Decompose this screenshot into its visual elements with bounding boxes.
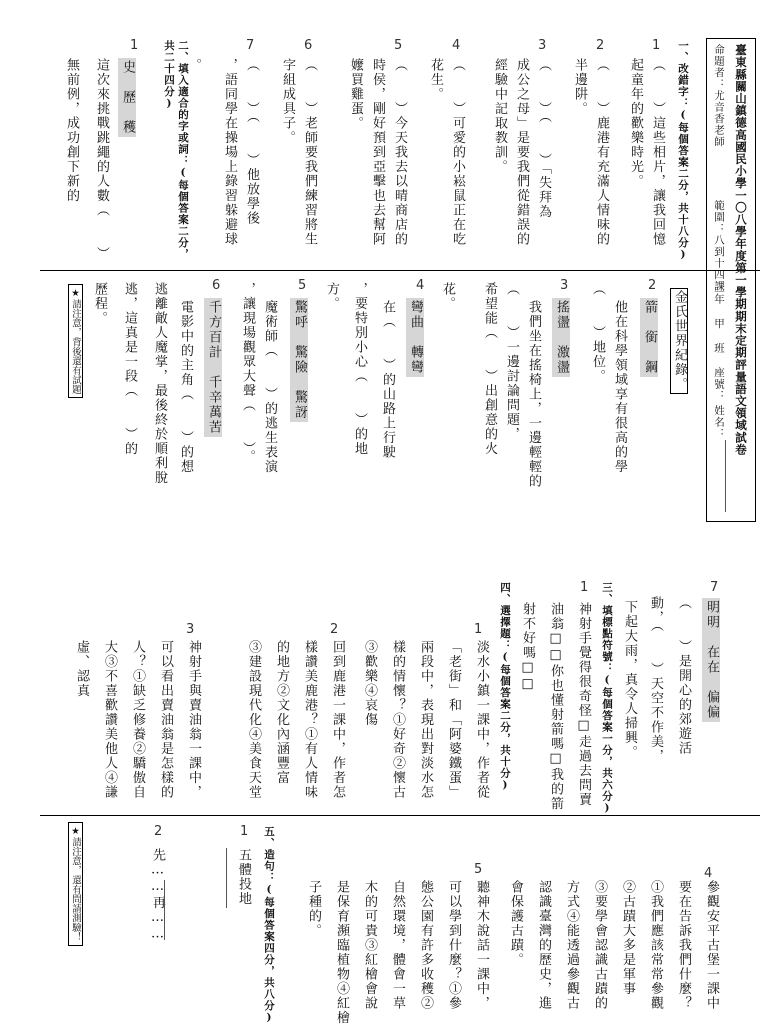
word-options: 驚呼 驚險 驚訝: [292, 300, 307, 420]
q-line: 方式④能透過參觀古: [564, 880, 579, 1011]
sentence-prompt: 先……再……: [150, 848, 165, 943]
q-number: 4: [704, 866, 713, 881]
q-line: 魔術師（ ）的逃生表演: [262, 300, 277, 474]
q-line: 我們坐在搖椅上，一邊輕輕的: [526, 300, 541, 489]
q-line: 逃，這真是一段（ ）的: [122, 282, 137, 456]
q-line: 回到鹿港一課中，作者怎: [330, 640, 345, 800]
q-number: 6: [304, 38, 313, 53]
q-line: （ ）老師要我們練習將生: [302, 58, 317, 247]
word-options: 搖盪 激盪: [554, 300, 569, 375]
q-number: 3: [560, 278, 569, 293]
part4-title: 四、選擇題：(每個答案二分，共十分): [499, 582, 511, 792]
q-line: （ ）是開心的郊遊活: [676, 596, 691, 756]
word-options: 明明 在在 偏偏: [704, 600, 719, 720]
q-number: 5: [394, 38, 403, 53]
q-number: 1: [580, 580, 589, 595]
q-line: 會保護古蹟。: [508, 880, 523, 967]
q-number: 4: [416, 278, 425, 293]
q-line: 字組成具子。: [280, 58, 295, 145]
q-number: 1: [474, 622, 483, 637]
q-line: 的地方②文化內涵豐富: [274, 640, 289, 785]
exam-title: 臺東縣關山鎮德高國民小學一〇八學年度第一學期期末定期評量語文領域試卷: [734, 44, 748, 456]
q-line: 電影中的主角（ ）的想: [178, 300, 193, 474]
q-line: 逃離敵人魔掌，最後終於順利脫: [152, 282, 167, 485]
q-line: 嬤買雞蛋。: [348, 58, 363, 131]
q-number: 2: [154, 824, 163, 839]
q-line: ，讓現場觀眾大聲（ ）。: [240, 282, 255, 464]
q-line: ③要學會認識古蹟的: [592, 880, 607, 1011]
q-line: 起童年的歡樂時光。: [628, 58, 643, 189]
q-number: 5: [474, 862, 483, 877]
q-number: 3: [538, 38, 547, 53]
author-label: 命題者：尤音香老師: [713, 44, 725, 148]
q-line: 歷程。: [92, 282, 107, 326]
q-line: 神射手覺得很奇怪□走過去問賣: [576, 602, 591, 807]
q-line: 成公之母」是要我們從錯誤的: [514, 58, 529, 247]
q-line: （ ）鹿港有充滿人情味的: [594, 58, 609, 247]
part3-title: 三、填標點符號：(每個答案一分，共六分): [601, 582, 613, 815]
sentence-prompt: 五體投地: [236, 848, 251, 906]
back-page-note: ★請注意，背後還有試題: [68, 284, 83, 398]
q-line: 樣讚美鹿港？①有人情味: [302, 640, 317, 800]
q-line: 花生。: [428, 58, 443, 102]
answer-line: [164, 880, 165, 940]
q-line: ，語同學在操場上錄習躲避球: [222, 58, 237, 247]
class-seat-label: 三年 甲 班 座號：: [713, 282, 725, 402]
q-line: 兩段中，表現出對淡水怎: [418, 640, 433, 800]
q-line: 自然環境，體會一草: [390, 880, 405, 1011]
q-line: （ ）地位。: [590, 282, 605, 384]
q-number: 1: [130, 38, 139, 53]
q-line: 「老街」和「阿婆鐵蛋」: [446, 640, 461, 800]
q-line: 時侯，剛好預到亞擊也去幫阿: [370, 58, 385, 247]
q-line: 下起大雨，真令人掃興。: [622, 600, 637, 760]
q-line: 金氏世界紀錄。: [672, 290, 687, 392]
q-line: （ ）今天我去以晴商店的: [392, 58, 407, 247]
q-line: ①我們應該常常參觀: [648, 880, 663, 1011]
q-line: 神射手與賣油翁一課中，: [186, 640, 201, 800]
q-line: 。: [186, 58, 201, 73]
q-line: （ ）（ ）「失拜為: [536, 58, 551, 219]
part5-title: 五、造句：(每個答案四分，共八分): [263, 826, 275, 1025]
q-number: 6: [212, 278, 221, 293]
q-line: （ ）一邊討論問題，: [504, 282, 519, 442]
q-line: 是保育瀕臨植物④紅檜: [334, 880, 349, 1025]
q-line: 認識臺灣的歷史，進: [536, 880, 551, 1011]
q-line: 油翁□□你也懂射箭嗎□我的箭: [548, 602, 563, 811]
q-number: 4: [452, 38, 461, 53]
q-line: 可以看出賣油翁是怎樣的: [158, 640, 173, 800]
q-line: 木的可貴③紅檜會說: [362, 880, 377, 1011]
q-number: 5: [298, 278, 307, 293]
q-number: 1: [652, 38, 661, 53]
part2-title: 二、填入適合的字或詞：(每個答案二分，共二十四分): [163, 40, 189, 260]
word-options: 千方百計 千辛萬苦: [206, 300, 221, 435]
q-line: 要在告訴我們什麼？: [676, 880, 691, 1011]
q-line: 大③不喜歡讚美他人④謙: [102, 640, 117, 800]
q-line: 子種的。: [306, 880, 321, 938]
q-line: 花。: [440, 282, 455, 311]
q-line: 這次來挑戰跳繩的人數（ ）: [94, 58, 109, 261]
word-options: 史 歷 穫: [120, 60, 135, 135]
q-line: 半邊阱。: [572, 58, 587, 116]
q-number: 3: [186, 622, 195, 637]
q-line: ③歡樂④哀傷: [362, 640, 377, 727]
q-line: 他在科學領域享有很高的學: [612, 300, 627, 474]
q-number: 2: [596, 38, 605, 53]
q-number: 7: [246, 38, 255, 53]
name-label: 姓名：: [713, 405, 725, 440]
q-line: 經驗中記取教訓。: [492, 58, 507, 174]
check-note: ★請注意，還有問請測驗！: [68, 822, 83, 946]
q-line: 樣的情懷？①好奇②懷古: [390, 640, 405, 800]
q-line: 方。: [324, 282, 339, 311]
q-line: 無前例，成功創下新的: [64, 58, 79, 203]
q-line: 聽神木說話一課中，: [474, 880, 489, 1011]
scope-label: 範圍：八到十四課: [713, 200, 725, 292]
q-number: 2: [648, 278, 657, 293]
q-line: 射不好嗎□□: [520, 602, 535, 693]
q-line: 可以學到什麼？①參: [446, 880, 461, 1011]
q-line: 參觀安平古堡一課中: [704, 880, 719, 1011]
q-line: 希望能（ ）出創意的火: [482, 282, 497, 456]
q-line: 動，（ ）天空不作美，: [648, 596, 663, 764]
word-options: 彎曲 轉彎: [408, 300, 423, 375]
q-line: 態公園有許多收穫②: [418, 880, 433, 1011]
q-number: 2: [330, 622, 339, 637]
q-number: 7: [710, 580, 719, 595]
q-line: （ ）這些相片，讓我回憶: [650, 58, 665, 247]
q-line: （ ）（ ）他放學後: [244, 58, 259, 226]
q-line: 人？①缺乏修養②驕傲自: [130, 640, 145, 800]
q-line: 在（ ）的山路上行駛: [380, 300, 395, 460]
answer-line: [226, 848, 227, 908]
q-number: 1: [240, 824, 249, 839]
q-line: ，要特別小心（ ）的地: [352, 282, 367, 456]
q-line: 虛、認真: [74, 640, 89, 698]
separator-bottom: [40, 815, 760, 816]
separator-top: [40, 270, 760, 271]
part1-title: 一、改錯字：(每個答案二分，共十八分): [677, 40, 689, 262]
q-line: （ ）可愛的小崧鼠正在吃: [450, 58, 465, 247]
q-line: ②古蹟大多是軍事: [620, 880, 635, 996]
word-options: 箭 銜 鋼: [642, 300, 657, 375]
q-line: 淡水小鎮一課中，作者從: [474, 640, 489, 800]
q-line: ③建設現代化④美食天堂: [246, 640, 261, 800]
name-underline: [725, 440, 726, 512]
